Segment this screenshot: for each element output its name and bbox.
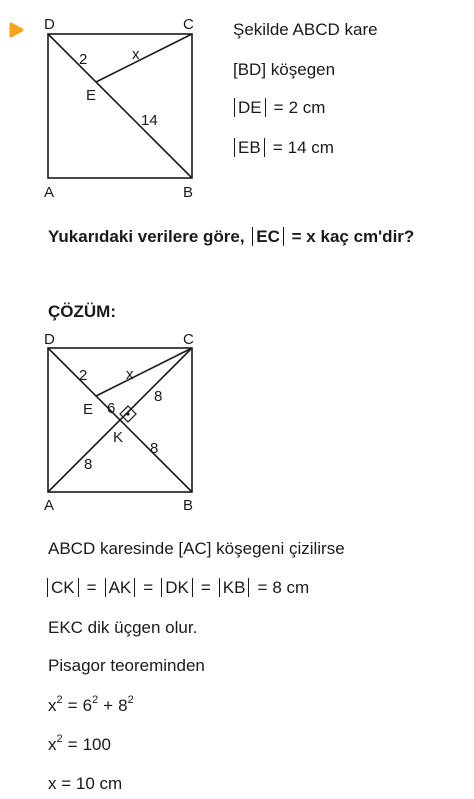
question-text: Yukarıdaki verilere göre, EC = x kaç cm'dir? <box>48 227 415 246</box>
label-c: C <box>183 16 194 33</box>
label-e: E <box>86 87 97 104</box>
right-angle-dot <box>126 412 129 415</box>
label-eb-length: 14 <box>141 112 158 129</box>
given-de: DE = 2 cm <box>231 98 325 118</box>
equation-1: $x^2 = 6^2 + 8^2$ <box>48 694 134 715</box>
equation-3: x = 10 cm <box>48 774 123 793</box>
label-k: K <box>113 429 124 446</box>
square-figure-1 <box>40 14 200 200</box>
label-d-2: D <box>44 331 55 348</box>
label-kc-length: 8 <box>154 388 163 405</box>
step-equal-segments: CK = AK = DK = KB = 8 cm <box>44 578 309 598</box>
step-diagonal-ac: ABCD karesinde [AC] köşegeni çizilirse <box>48 539 345 558</box>
label-a-2: A <box>44 497 55 514</box>
label-b-2: B <box>183 497 194 514</box>
label-ek-length: 6 <box>107 400 116 417</box>
label-a: A <box>44 184 55 200</box>
label-d: D <box>44 16 55 33</box>
given-line-diagonal: [BD] köşegen <box>233 60 336 79</box>
label-b: B <box>183 184 194 200</box>
label-ec-x-2: x <box>126 366 134 383</box>
label-c-2: C <box>183 331 194 348</box>
segment-ec-2 <box>96 348 192 396</box>
label-de-length: 2 <box>79 51 88 68</box>
square-figure-2 <box>40 330 200 516</box>
label-ec-x: x <box>132 46 140 63</box>
step-pythagoras: Pisagor teoreminden <box>48 656 205 675</box>
equation-2: $x^2 = 100$ <box>48 733 111 754</box>
label-ak-length: 8 <box>84 456 93 473</box>
solution-heading: ÇÖZÜM: <box>48 302 116 321</box>
segment-ec <box>96 34 192 82</box>
label-kb-length: 8 <box>150 440 159 457</box>
label-e-2: E <box>83 401 94 418</box>
diagonal-bd <box>48 34 192 178</box>
label-de-length-2: 2 <box>79 367 88 384</box>
given-eb: EB = 14 cm <box>231 138 334 158</box>
given-line-square: Şekilde ABCD kare <box>233 20 378 39</box>
play-marker-icon <box>8 22 24 38</box>
step-right-triangle: EKC dik üçgen olur. <box>48 618 198 637</box>
